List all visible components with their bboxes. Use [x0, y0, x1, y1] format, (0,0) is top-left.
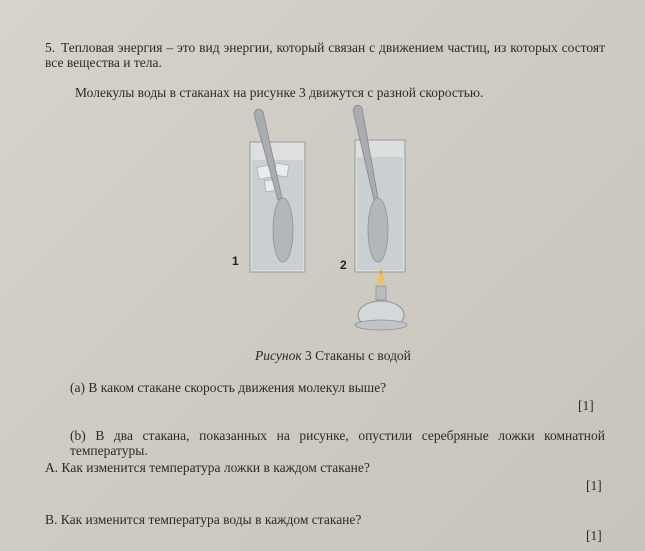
figure-3-glasses — [220, 102, 430, 347]
figure-drawing — [220, 102, 430, 347]
question-5-text — [45, 40, 605, 70]
part-b-question: (b) В два стакана, показанных на рисунке, опустили серебряные ложки комнатной температуры. — [70, 428, 605, 458]
part-b-sub-a-question: А. Как изменится температура ложки в каждом стакане? — [45, 460, 370, 475]
glass-1 — [250, 109, 305, 272]
glass-2 — [353, 105, 405, 272]
glass-1-label: 1 — [232, 254, 239, 268]
caption-rest: 3 Стаканы с водой — [301, 348, 411, 363]
question-statement: Тепловая энергия – это вид энергии, который связан с движением частиц, из которых состоят все вещества и тела. — [45, 40, 606, 70]
intro-text: Молекулы воды в стаканах на рисунке 3 движутся с разной скоростью. — [75, 85, 484, 100]
part-a-question: (a) В каком стакане скорость движения молекул выше? — [70, 380, 387, 395]
spirit-lamp — [355, 270, 407, 330]
part-b-sub-b-question: В. Как изменится температура воды в каждом стакане? — [45, 512, 362, 527]
glass-2-label: 2 — [340, 258, 347, 272]
figure-caption — [255, 348, 411, 363]
question-number: 5. — [45, 40, 56, 55]
part-b-sub-b-mark: [1] — [586, 528, 602, 543]
part-a-mark: [1] — [578, 398, 594, 413]
caption-italic: Рисунок — [255, 348, 302, 363]
part-b-sub-a-mark: [1] — [586, 478, 602, 493]
